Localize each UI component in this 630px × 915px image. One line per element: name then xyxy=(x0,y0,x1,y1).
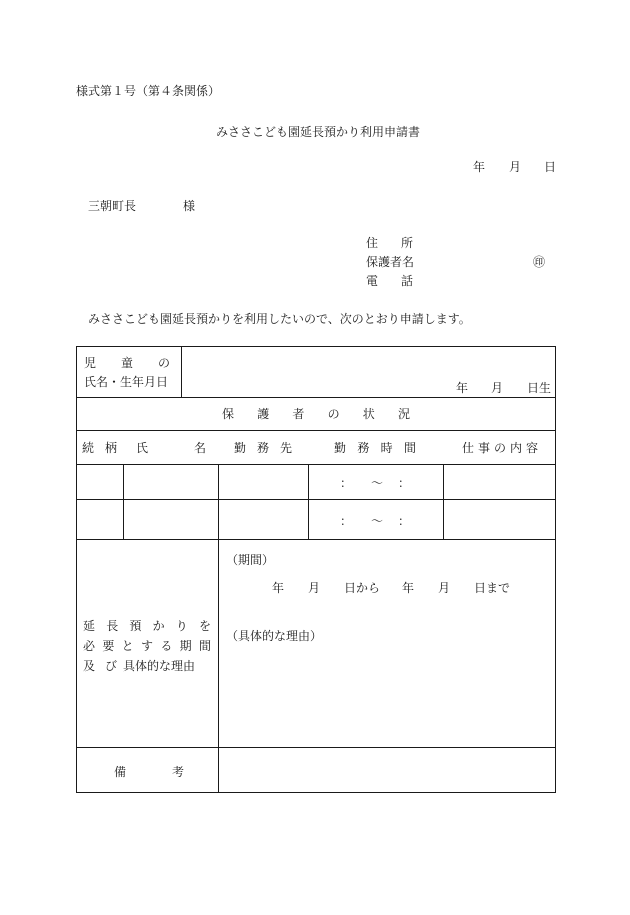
address-label-1: 住 xyxy=(366,236,379,250)
addressee-name: 三朝町長 xyxy=(88,199,137,213)
row-divider xyxy=(76,747,556,748)
date-month: 月 xyxy=(509,160,522,174)
period-to-year: 年 xyxy=(402,581,415,595)
period-from-day: 日から xyxy=(344,581,381,595)
hours-end-colon: ： xyxy=(398,476,411,490)
period-to-month: 月 xyxy=(438,581,451,595)
date-year: 年 xyxy=(473,160,486,174)
col-header-relation: 続 柄 xyxy=(82,441,117,455)
application-form-table xyxy=(76,346,556,793)
birth-year-label: 年 xyxy=(456,381,469,395)
remarks-label: 備 考 xyxy=(114,765,184,779)
addressee-honorific: 様 xyxy=(183,199,196,213)
col-divider xyxy=(443,464,444,539)
col-header-workplace: 勤 務 先 xyxy=(234,441,292,455)
reason-label-line2: 必 要 と す る 期 間 xyxy=(83,639,211,653)
period-from-year: 年 xyxy=(272,581,285,595)
row-divider xyxy=(76,499,556,500)
document-title: みささこども園延長預かり利用申請書 xyxy=(216,125,421,139)
row-divider xyxy=(76,464,556,465)
reason-label-line3: 及 び 具体的な理由 xyxy=(83,659,196,673)
table-border-left xyxy=(76,346,77,793)
row-divider xyxy=(76,539,556,540)
address-label-2: 所 xyxy=(401,236,414,250)
date-day: 日 xyxy=(544,160,557,174)
col-header-job: 仕 事 の 内 容 xyxy=(462,441,538,455)
intro-text: みささこども園延長預かりを利用したいので、次のとおり申請します。 xyxy=(88,312,471,326)
col-header-name: 氏 名 xyxy=(136,441,206,455)
period-from-month: 月 xyxy=(308,581,321,595)
hours-end-colon: ： xyxy=(398,514,411,528)
form-number: 様式第１号（第４条関係） xyxy=(76,84,221,98)
seal-mark: ㊞ xyxy=(533,255,546,269)
hours-start-colon: ： xyxy=(340,476,353,490)
birth-month-label: 月 xyxy=(491,381,504,395)
guardian-name-label: 保護者名 xyxy=(366,255,415,269)
child-label-line1: 児 童 の xyxy=(84,356,170,370)
child-label-line2: 氏名・生年月日 xyxy=(84,375,169,389)
col-divider xyxy=(308,464,309,539)
row-divider xyxy=(76,430,556,431)
reason-detail-label: （具体的な理由） xyxy=(226,629,323,643)
guardian-status-header: 保 護 者 の 状 況 xyxy=(222,407,410,421)
birth-day-label: 日生 xyxy=(527,381,552,395)
hours-start-colon: ： xyxy=(340,514,353,528)
reason-label-line1: 延 長 預 か り を xyxy=(83,619,211,633)
period-to-day: 日まで xyxy=(474,581,511,595)
phone-label-2: 話 xyxy=(401,274,414,288)
col-divider xyxy=(123,464,124,539)
table-border-top xyxy=(76,346,556,347)
hours-tilde: 〜 xyxy=(371,476,384,490)
col-divider xyxy=(181,346,182,397)
hours-tilde: 〜 xyxy=(371,514,384,528)
phone-label-1: 電 xyxy=(366,274,379,288)
period-label: （期間） xyxy=(226,553,275,567)
col-divider xyxy=(218,464,219,793)
table-border-bottom xyxy=(76,792,556,793)
table-border-right xyxy=(555,346,556,793)
col-header-hours: 勤 務 時 間 xyxy=(334,441,416,455)
row-divider xyxy=(76,397,556,398)
